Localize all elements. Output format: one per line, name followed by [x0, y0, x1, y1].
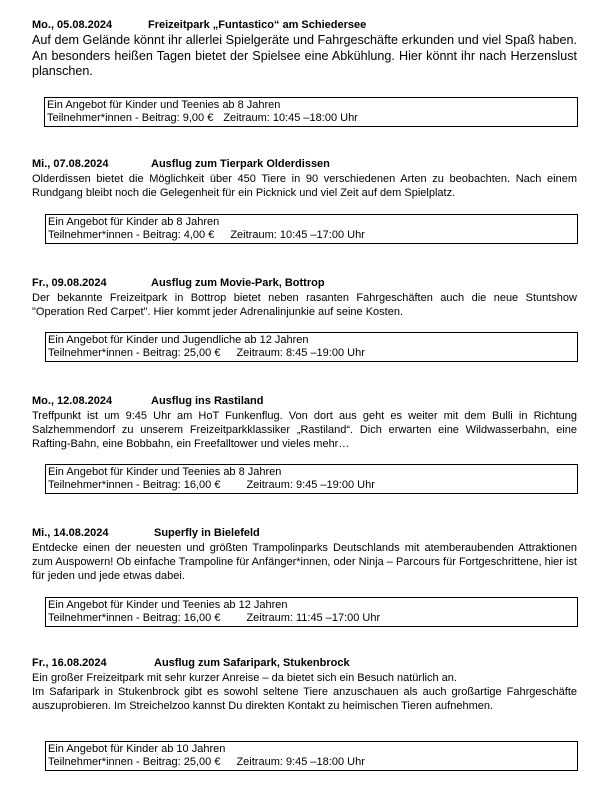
- event-date: Mo., 05.08.2024: [32, 19, 113, 31]
- event-description-text: Entdecke einen der neuesten und größten Trampolinparks Deutschlands mit atemberaubenden Attraktionen zum Auspowern! Ob einfache Trampoline für Anfänger*innen, oder Ninja – Parcours für Fortgeschrittene, hier ist für jeden und jede etwas dabei.: [32, 542, 577, 582]
- offer-details: [48, 612, 575, 625]
- event-header: [32, 526, 577, 540]
- event-title: Superfly in Bielefeld: [154, 527, 260, 539]
- event-description-text: Auf dem Gelände könnt ihr allerlei Spielgeräte und Fahrgeschäfte erkunden und viel Spaß haben. An besonders heißen Tagen bietet der Spielsee eine Abkühlung. Hier könnt ihr nach Herzenslust planschen.: [32, 33, 577, 78]
- event-description: [32, 291, 577, 319]
- event-block: [32, 656, 577, 713]
- event-title: Ausflug zum Safaripark, Stukenbrock: [154, 657, 350, 669]
- event-description: [32, 541, 577, 583]
- time-text: Zeitraum: 9:45 –19:00 Uhr: [246, 479, 375, 491]
- time-text: Zeitraum: 10:45 –18:00 Uhr: [223, 112, 358, 124]
- event-block: [32, 18, 577, 80]
- event-date: Mi., 07.08.2024: [32, 158, 109, 170]
- time-text: Zeitraum: 10:45 –17:00 Uhr: [230, 229, 365, 241]
- offer-text: Ein Angebot für Kinder ab 8 Jahren: [48, 216, 220, 228]
- offer-details: [47, 112, 575, 125]
- offer-box: [45, 464, 578, 494]
- event-description: [32, 671, 577, 713]
- fee-text: Teilnehmer*innen - Beitrag: 25,00 €: [48, 756, 221, 768]
- event-date: Mo., 12.08.2024: [32, 395, 113, 407]
- time-text: Zeitraum: 11:45 –17:00 Uhr: [246, 612, 381, 624]
- event-description: [32, 33, 577, 80]
- event-header: [32, 18, 577, 32]
- offer-details: [48, 756, 575, 769]
- event-description-text: Olderdissen bietet die Möglichkeit über 450 Tiere in 90 verschiedenen Arten zu beobachten. Nach einem Rundgang bleibt noch die Gelegenheit für ein Picknick und viel Zeit auf dem Spielplatz.: [32, 173, 577, 199]
- event-date: Fr., 16.08.2024: [32, 657, 107, 669]
- event-description: [32, 409, 577, 451]
- event-date: Mi., 14.08.2024: [32, 527, 109, 539]
- offer-box: [45, 332, 578, 362]
- event-block: [32, 157, 577, 200]
- event-description-text: Im Safaripark in Stukenbrock gibt es sowohl seltene Tiere anzuschauen als auch großartige Fahrgeschäfte auszuprobieren. Im Streichelzoo kannst Du direkten Kontakt zu heimischen Tieren aufnehmen.: [32, 686, 577, 712]
- offer-text: Ein Angebot für Kinder und Jugendliche ab 12 Jahren: [48, 334, 309, 346]
- offer-text: Ein Angebot für Kinder und Teenies ab 8 Jahren: [48, 466, 282, 478]
- event-date: Fr., 09.08.2024: [32, 277, 107, 289]
- event-header: [32, 656, 577, 670]
- event-header: [32, 394, 577, 408]
- fee-text: Teilnehmer*innen - Beitrag: 9,00 €: [47, 112, 214, 124]
- offer-box: [45, 741, 578, 771]
- event-description-text: Der bekannte Freizeitpark in Bottrop bietet neben rasanten Fahrgeschäften auch die neue Stuntshow "Operation Red Carpet". Hier kommt jeder Adrenalinjunkie auf seine Kosten.: [32, 292, 577, 318]
- event-block: [32, 276, 577, 319]
- time-text: Zeitraum: 9:45 –18:00 Uhr: [236, 756, 365, 768]
- offer-box: [45, 214, 578, 244]
- offer-details: [48, 347, 575, 360]
- offer-text: Ein Angebot für Kinder und Teenies ab 8 Jahren: [47, 99, 281, 111]
- fee-text: Teilnehmer*innen - Beitrag: 16,00 €: [48, 479, 221, 491]
- offer-details: [48, 229, 575, 242]
- offer-details: [48, 479, 575, 492]
- event-title: Freizeitpark „Funtastico“ am Schiedersee: [148, 19, 367, 31]
- time-text: Zeitraum: 8:45 –19:00 Uhr: [236, 347, 365, 359]
- event-title: Ausflug ins Rastiland: [151, 395, 264, 407]
- event-block: [32, 526, 577, 583]
- event-description-text: Ein großer Freizeitpark mit sehr kurzer Anreise – da bietet sich ein Besuch natürlich an.: [32, 672, 457, 684]
- event-header: [32, 157, 577, 171]
- offer-box: [45, 597, 578, 627]
- fee-text: Teilnehmer*innen - Beitrag: 25,00 €: [48, 347, 221, 359]
- event-header: [32, 276, 577, 290]
- offer-text: Ein Angebot für Kinder und Teenies ab 12 Jahren: [48, 599, 288, 611]
- event-description-text: Treffpunkt ist um 9:45 Uhr am HoT Funkenflug. Von dort aus geht es weiter mit dem Bulli in Richtung Salzhemmendorf zu unserem Freizeitparkklassiker „Rastiland“. Dich erwarten eine Wildwasserbahn, eine Rafting-Bahn, eine Bobbahn, ein Freefalltower und vieles mehr…: [32, 410, 577, 450]
- fee-text: Teilnehmer*innen - Beitrag: 16,00 €: [48, 612, 221, 624]
- offer-box: [44, 97, 578, 127]
- offer-text: Ein Angebot für Kinder ab 10 Jahren: [48, 743, 226, 755]
- event-description: [32, 172, 577, 200]
- event-block: [32, 394, 577, 451]
- fee-text: Teilnehmer*innen - Beitrag: 4,00 €: [48, 229, 215, 241]
- event-title: Ausflug zum Movie-Park, Bottrop: [151, 277, 325, 289]
- event-title: Ausflug zum Tierpark Olderdissen: [151, 158, 330, 170]
